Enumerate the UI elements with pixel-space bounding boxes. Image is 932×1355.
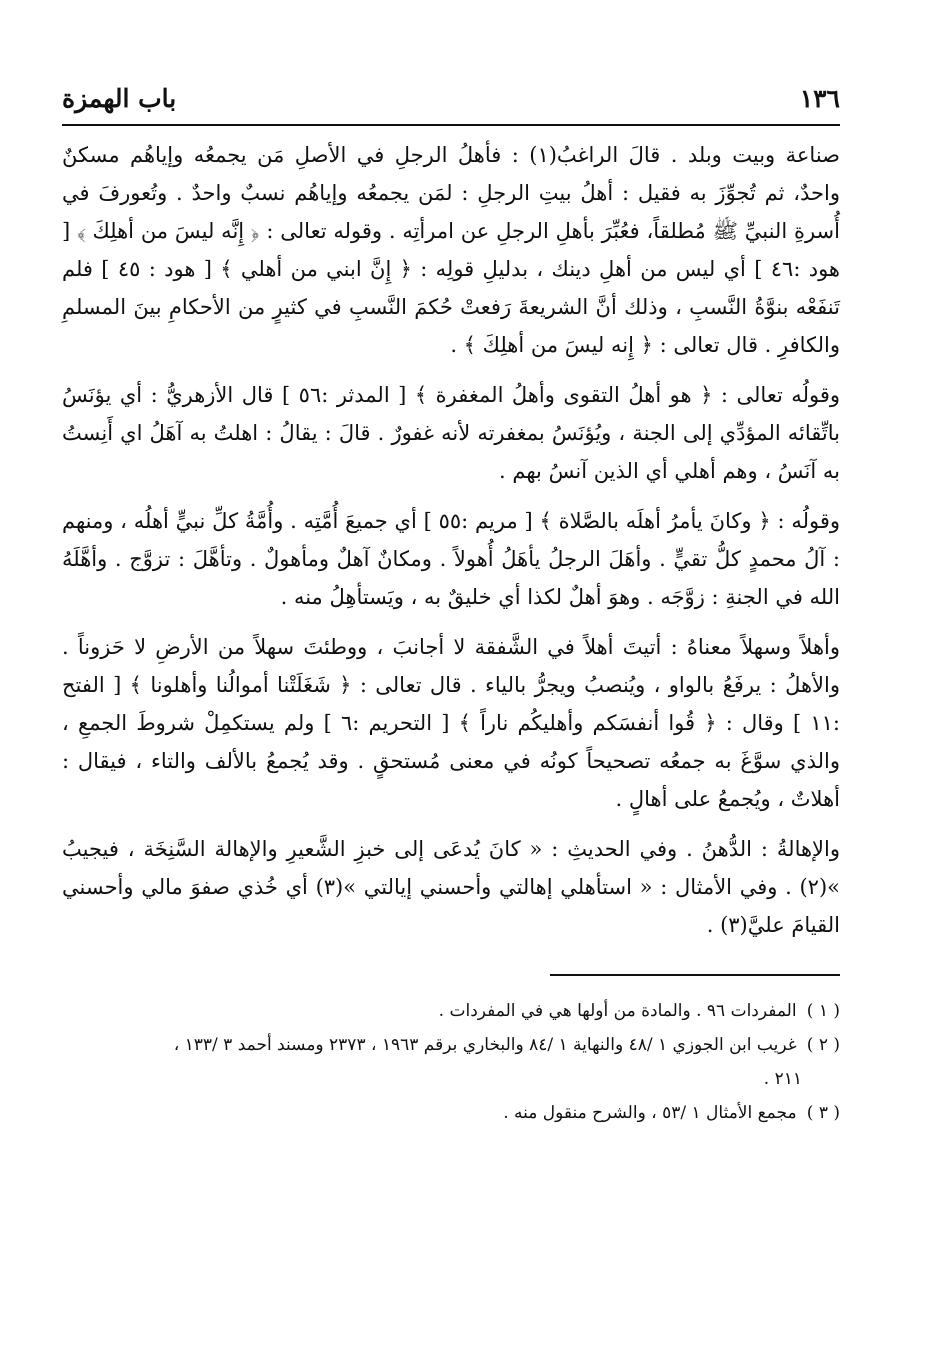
footnote-marker: ( ٣ ): [806, 1103, 840, 1123]
header-rule: [62, 124, 840, 126]
footnote-rule: [550, 974, 840, 976]
page-number: ١٣٦: [799, 84, 840, 113]
paragraph: وقولُه : ﴿ وكانَ يأمرُ أهلَه بالصَّلاة ﴾ [ مريم :٥٥ ] أي جميعَ أُمَّتِه . وأُمَّةُ كلِّ نبيٍّ أهلُه ، ومنهم : آلُ محمدٍ كلُّ تقيٍّ . وأهَلَ الرجلُ يأهَلُ أُهولاً . ومكانٌ آهلٌ ومأهولٌ . وتأهَّلَ : تزوَّج . وأهَّلَهُ الله في الجنةِ : زوَّجَه . وهوَ أهلٌ لكذا أي خليقٌ به ، ويَستأهِلُ منه .: [62, 509, 841, 609]
footnote: [62, 994, 840, 1028]
chapter-title: باب الهمزة: [62, 84, 177, 113]
footnotes: [62, 994, 840, 1130]
footnote-text: المفردات ٩٦ . والمادة من أولها هي في المفردات .: [438, 1001, 797, 1021]
footnote-text: مجمع الأمثال ١ /٥٣ ، والشرح منقول منه .: [503, 1103, 797, 1123]
footnote-marker: ( ٢ ): [806, 1035, 840, 1055]
footnote-marker: ( ١ ): [806, 1001, 840, 1021]
footnote-text: ٢١١ .: [763, 1069, 802, 1089]
body-text: [62, 136, 840, 944]
footnote: [62, 1028, 840, 1062]
page: [62, 80, 840, 1130]
paragraph: وقولُه تعالى : ﴿ هو أهلُ التقوى وأهلُ المغفرة ﴾ [ المدثر :٥٦ ] قال الأزهريُّ : أي يؤنَسُ باتِّقائه المؤدِّي إلى الجنة ، ويُؤنَسُ بمغفرته لأنه غفورٌ . قالَ : يقالُ : اهلتُ به آهَلُ اي أَنِستُ به آنَسُ ، وهم أهلي أي الذين آنسُ بهم .: [62, 383, 840, 483]
paragraph: وأهلاً وسهلاً معناهُ : أتيتَ أهلاً في الشَّفقة لا أجانبَ ، ووطئتَ سهلاً من الأرضِ لا حَزوناً . والأهلُ : يرفَعُ بالواو ، ويُنصبُ ويجرُّ بالياء . قال تعالى : ﴿ شَغَلَتْنا أموالُنا وأهلونا ﴾ [ الفتح :١١ ] وقال : ﴿ قُوا أنفسَكم وأهليكُم ناراً ﴾ [ التحريم :٦ ] ولم يستكمِلْ شروطَ الجمعِ ، والذي سوَّغَ به جمعُه تصحيحاً كونُه في معنى مُستحقٍ . وقد يُجمعُ بالألف والتاء ، فيقال : أهلاتٌ ، ويُجمعُ على أهالٍ .: [62, 635, 840, 811]
paragraph: صناعة وبيت وبلد . قالَ الراغبُ(١) : فأهلُ الرجلِ في الأصلِ مَن يجمعُه وإياهُم مسكنٌ واحدٌ، ثم تُجوِّزَ به فقيل : أهلُ بيتِ الرجلِ : لمَن يجمعُه وإياهُم نسبٌ واحدٌ . وتُعورفَ في أُسرةِ النبيِّ ﷺ مُطلقاً، فعُبِّرَ بأهلِ الرجلِ عن امرأتِه . وقوله تعالى : ﴿ إِنَّه ليسَ من أهلِكَ ﴾ [ هود :٤٦ ] أي ليس من أهلِ دينك ، بدليلِ قولِه : ﴿ إِنَّ ابني من أهلي ﴾ [ هود : ٤٥ ] فلم تَنفَعْه بنوَّةُ النَّسبِ ، وذلك أنَّ الشريعةَ رَفعتْ حُكمَ النَّسبِ في كثيرٍ من الأحكامِ بينَ المسلمِ والكافرِ . قال تعالى : ﴿ إِنه ليسَ من أهلِكَ ﴾ .: [62, 143, 840, 357]
footnote-continuation: [62, 1062, 840, 1096]
running-header: [62, 80, 840, 118]
footnote: [62, 1096, 840, 1130]
footnote-text: غريب ابن الجوزي ١ /٤٨ والنهاية ١ /٨٤ والبخاري برقم ١٩٦٣ ، ٢٣٧٣ ومسند أحمد ٣ /١٣٣ ،: [173, 1035, 797, 1055]
paragraph: والإهالةُ : الدُّهنُ . وفي الحديثِ : « كانَ يُدعَى إلى خبزِ الشَّعيرِ والإهالة السَّنِخَة ، فيجيبُ »(٢) . وفي الأمثال : « استأهلي إهالتي وأحسني إيالتي »(٣) أي خُذي صفوَ مالي وأحسني القيامَ عليَّ(٣) .: [62, 837, 840, 937]
